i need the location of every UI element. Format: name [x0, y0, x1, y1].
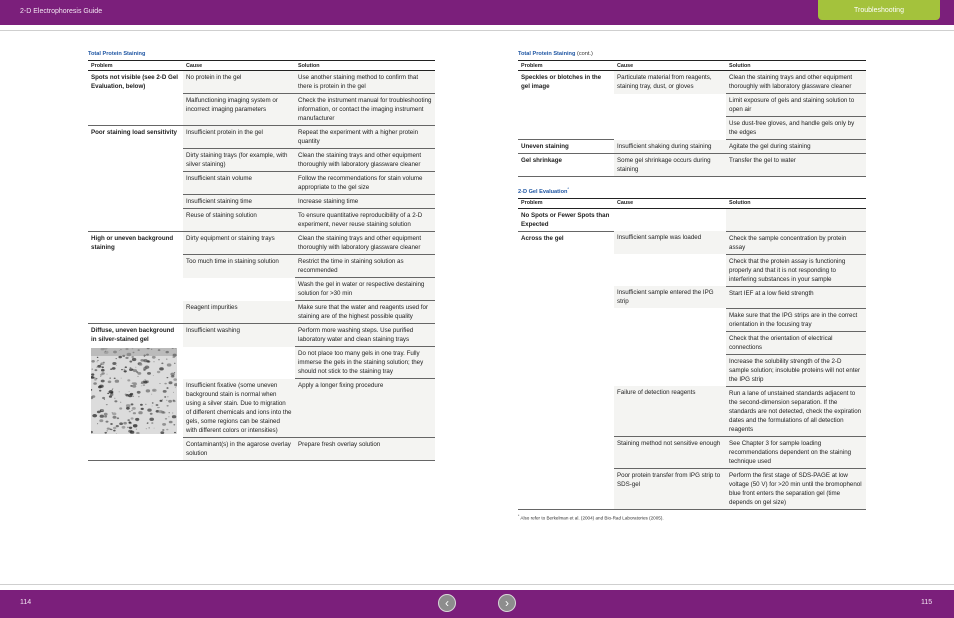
- col-header-cause: Cause: [614, 198, 726, 208]
- table-row: [518, 208, 866, 231]
- cause-cell: Insufficient sample entered the IPG strip: [614, 286, 726, 308]
- problem-cell: [88, 232, 183, 324]
- solution-cell: Repeat the experiment with a higher protein quantity: [295, 126, 435, 149]
- top-header-bar: [0, 0, 954, 25]
- solution-cell: Wash the gel in water or respective destaining solution for >30 min: [295, 278, 435, 301]
- cause-cell: No protein in the gel: [183, 71, 295, 94]
- problem-cell: [518, 208, 614, 231]
- col-header-problem: Problem: [518, 198, 614, 208]
- table-row: [518, 71, 866, 94]
- solution-cell: Transfer the gel to water: [726, 154, 866, 177]
- col-header-solution: Solution: [726, 198, 866, 208]
- footer-divider: [0, 584, 954, 585]
- solution-cell: Clean the staining trays and other equipment thoroughly with laboratory glassware cleaner: [295, 149, 435, 172]
- solution-cell: Follow the recommendations for stain volume appropriate to the gel size: [295, 172, 435, 195]
- problem-text: Spots not visible (see 2-D Gel Evaluation, below): [91, 74, 178, 90]
- section1-title-text: Total Protein Staining: [518, 51, 576, 57]
- cause-cell: [614, 308, 726, 331]
- table-row: [518, 140, 866, 154]
- solution-cell: Check the sample concentration by protein assay: [726, 231, 866, 254]
- cause-cell: Insufficient washing: [183, 324, 295, 347]
- chevron-left-icon[interactable]: ‹: [438, 594, 456, 612]
- col-header-problem: Problem: [88, 61, 183, 71]
- solution-cell: Limit exposure of gels and staining solution to open air: [726, 94, 866, 117]
- page-number-left: 114: [20, 599, 32, 606]
- problem-text: Uneven staining: [521, 143, 569, 150]
- table-row: [88, 324, 435, 347]
- solution-cell: [726, 208, 866, 231]
- right-page-column: [518, 51, 866, 520]
- solution-cell: To ensure quantitative reproducibility of a 2-D experiment, never reuse staining solution: [295, 209, 435, 232]
- solution-cell: Clean the staining trays and other equipment thoroughly with laboratory glassware cleaner: [726, 71, 866, 94]
- left-section-title: Total Protein Staining: [88, 51, 146, 57]
- cause-cell: Insufficient fixative (some uneven background stain is normal when using a silver stain. Due to migration of different chemicals and ions into the gels, some regions can be stained with different colors or intensities): [183, 379, 295, 438]
- cause-cell: [614, 254, 726, 286]
- problem-cell: [88, 324, 183, 461]
- cause-cell: Insufficient protein in the gel: [183, 126, 295, 149]
- table-row: [88, 232, 435, 255]
- silver-stained-gel-image: [91, 348, 177, 434]
- solution-cell: Start IEF at a low field strength: [726, 286, 866, 308]
- problem-cell: [518, 71, 614, 140]
- problem-text: Poor staining load sensitivity: [91, 129, 177, 136]
- right-table-staining: [518, 60, 866, 177]
- cause-cell: Insufficient stain volume: [183, 172, 295, 195]
- col-header-cause: Cause: [183, 61, 295, 71]
- cause-cell: Malfunctioning imaging system or incorrect imaging parameters: [183, 94, 295, 126]
- problem-cell: [88, 126, 183, 232]
- solution-cell: Do not place too many gels in one tray. Fully immerse the gels in the staining solution; they should not stick to the staining tray: [295, 347, 435, 379]
- problem-text: Across the gel: [521, 234, 564, 242]
- solution-cell: Apply a longer fixing procedure: [295, 379, 435, 438]
- cause-cell: Some gel shrinkage occurs during staining: [614, 154, 726, 177]
- left-troubleshooting-table: [88, 60, 435, 461]
- cause-cell: Staining method not sensitive enough: [614, 436, 726, 468]
- solution-cell: Restrict the time in staining solution as recommended: [295, 255, 435, 278]
- bottom-footer-bar: [0, 590, 954, 618]
- guide-title: 2-D Electrophoresis Guide: [20, 8, 103, 15]
- problem-text: Gel shrinkage: [521, 157, 562, 164]
- problem-cell: [518, 140, 614, 154]
- solution-cell: Check the instrument manual for troubleshooting information, or contact the imaging instrument manufacturer: [295, 94, 435, 126]
- right-table-gel-evaluation: [518, 198, 866, 510]
- solution-cell: Use another staining method to confirm that there is protein in the gel: [295, 71, 435, 94]
- cause-cell: Reuse of staining solution: [183, 209, 295, 232]
- cause-cell: [183, 278, 295, 301]
- cause-cell: [614, 208, 726, 231]
- cause-cell: Dirty staining trays (for example, with silver staining): [183, 149, 295, 172]
- problem-cell: [88, 71, 183, 126]
- problem-text: Diffuse, uneven background in silver-stained gel: [91, 327, 175, 343]
- solution-cell: Increase the solubility strength of the 2-D sample solution; insoluble proteins will not enter the IPG strip: [726, 354, 866, 386]
- header-divider: [0, 30, 954, 31]
- table-row: [518, 154, 866, 177]
- cause-cell: Insufficient staining time: [183, 195, 295, 209]
- section2-title-text: 2-D Gel Evaluation: [518, 188, 568, 195]
- problem-text: Speckles or blotches in the gel image: [521, 74, 602, 90]
- problem-cell: [518, 231, 614, 509]
- cause-cell: Failure of detection reagents: [614, 386, 726, 436]
- cause-cell: Contaminant(s) in the agarose overlay solution: [183, 437, 295, 460]
- page-number-right: 115: [921, 599, 933, 606]
- solution-cell: Agitate the gel during staining: [726, 140, 866, 154]
- solution-cell: Make sure that the water and reagents used for staining are of the highest possible quality: [295, 301, 435, 324]
- col-header-solution: Solution: [726, 61, 866, 71]
- cause-cell: Insufficient shaking during staining: [614, 140, 726, 154]
- solution-cell: See Chapter 3 for sample loading recommendations dependent on the staining technique used: [726, 436, 866, 468]
- cause-cell: Insufficient sample was loaded: [614, 231, 726, 254]
- right-section2-title: [518, 187, 866, 195]
- cause-cell: Too much time in staining solution: [183, 255, 295, 278]
- cause-cell: [614, 94, 726, 117]
- section-tab-troubleshooting[interactable]: Troubleshooting: [818, 0, 940, 20]
- footnote-mark: *: [518, 513, 520, 518]
- solution-cell: Perform the first stage of SDS-PAGE at low voltage (50 V) for >20 min until the bromophenol blue front enters the separation gel (time depends on gel size): [726, 468, 866, 509]
- problem-text: No Spots or Fewer Spots than Expected: [521, 211, 610, 228]
- cause-cell: [614, 354, 726, 386]
- footnote-text: Also refer to Berkelman et al. (2004) and Bio-Rad Laboratories (2005).: [520, 515, 664, 521]
- solution-cell: Check that the protein assay is functioning properly and that it is not responding to interfering substances in your sample: [726, 254, 866, 286]
- chevron-right-icon[interactable]: ›: [498, 594, 516, 612]
- solution-cell: Clean the staining trays and other equipment thoroughly with laboratory glassware cleaner: [295, 232, 435, 255]
- col-header-solution: Solution: [295, 61, 435, 71]
- left-page-column: [88, 51, 435, 461]
- problem-text: High or uneven background staining: [91, 235, 174, 251]
- cause-cell: Dirty equipment or staining trays: [183, 232, 295, 255]
- table-row: [88, 71, 435, 94]
- col-header-problem: Problem: [518, 61, 614, 71]
- cause-cell: [614, 331, 726, 354]
- col-header-cause: Cause: [614, 61, 726, 71]
- section1-cont-label: (cont.): [576, 51, 593, 57]
- cause-cell: [614, 117, 726, 140]
- solution-cell: Increase staining time: [295, 195, 435, 209]
- cause-cell: Reagent impurities: [183, 301, 295, 324]
- solution-cell: Make sure that the IPG strips are in the correct orientation in the focusing tray: [726, 308, 866, 331]
- solution-cell: Check that the orientation of electrical connections: [726, 331, 866, 354]
- cause-cell: [183, 347, 295, 379]
- problem-cell: [518, 154, 614, 177]
- cause-cell: Particulate material from reagents, staining tray, dust, or gloves: [614, 71, 726, 94]
- table-row: [88, 126, 435, 149]
- right-section1-title: [518, 51, 866, 57]
- solution-cell: Run a lane of unstained standards adjacent to the second-dimension separation. If the standards are not detected, check the expiration dates and the formulations of all detection reagents: [726, 386, 866, 436]
- solution-cell: Prepare fresh overlay solution: [295, 437, 435, 460]
- solution-cell: Perform more washing steps. Use purified laboratory water and clean staining trays: [295, 324, 435, 347]
- section2-footnote-mark: *: [567, 187, 569, 191]
- solution-cell: Use dust-free gloves, and handle gels only by the edges: [726, 117, 866, 140]
- table-row: [518, 231, 866, 254]
- cause-cell: Poor protein transfer from IPG strip to SDS-gel: [614, 468, 726, 509]
- footnote: [518, 514, 866, 521]
